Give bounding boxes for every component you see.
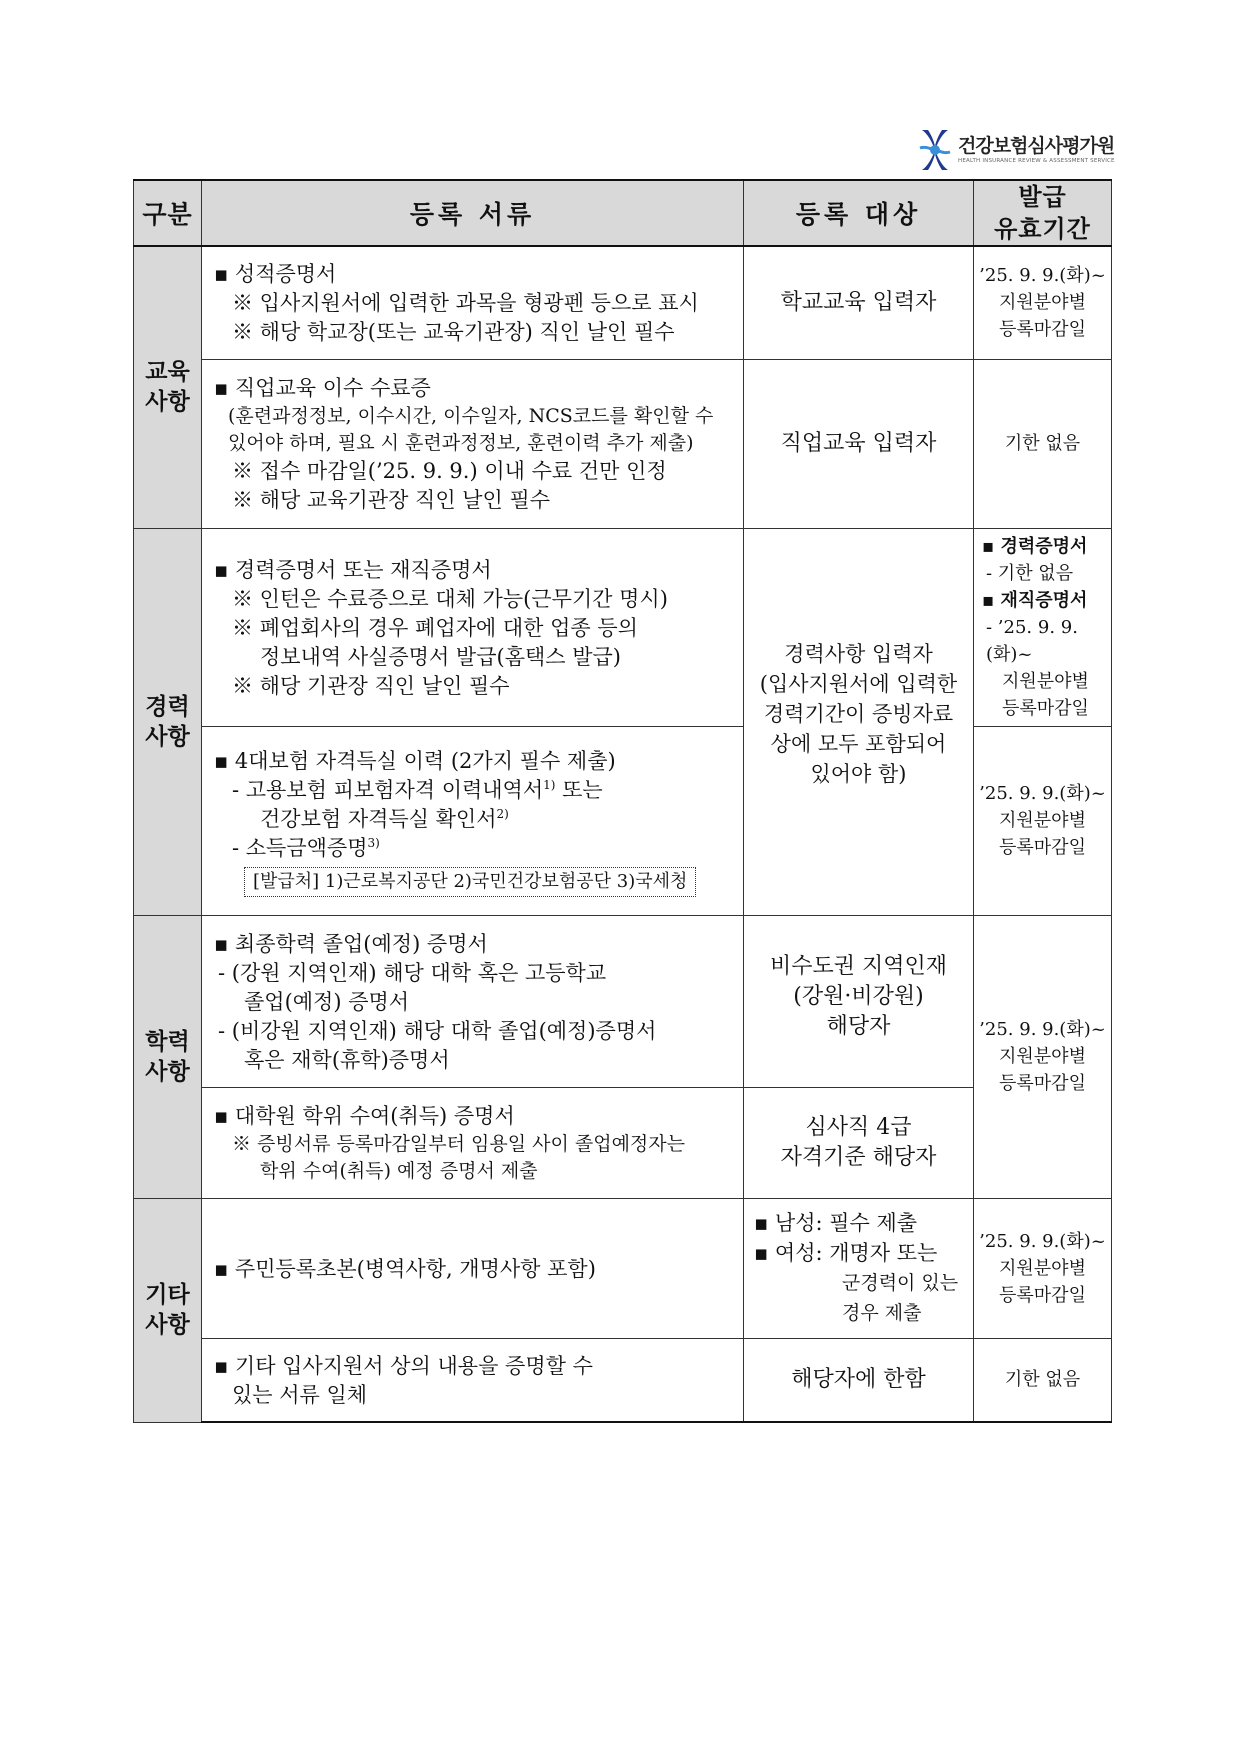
target-line: 경력사항 입력자: [784, 641, 933, 666]
target-cell: [744, 359, 974, 528]
target-line: 군경력이 있는: [842, 1272, 959, 1294]
doc-line: ▪ 직업교육 이수 수료증: [214, 376, 431, 400]
doc-line: ※ 해당 학교장(또는 교육기관장) 직인 날인 필수: [232, 320, 675, 345]
doc-line: ▪ 주민등록초본(병역사항, 개명사항 포함): [214, 1256, 596, 1281]
doc-line: [214, 834, 737, 863]
doc-text: - 소득금액증명: [232, 835, 368, 860]
doc-line: ▪ 기타 입사지원서 상의 내용을 증명할 수: [214, 1353, 593, 1378]
category-label: 경력 사항: [145, 693, 190, 750]
validity-line: 등록마감일: [999, 319, 1086, 341]
header-documents: 등록 서류: [202, 180, 744, 246]
target-text: 학교교육 입력자: [780, 289, 937, 315]
documents-cell: [202, 1338, 744, 1422]
doc-line: (훈련과정정보, 이수시간, 이수일자, NCS코드를 확인할 수: [228, 405, 714, 427]
doc-line: ※ 입사지원서에 입력한 과목을 형광펜 등으로 표시: [232, 291, 699, 316]
institution-logo: [918, 128, 1148, 172]
doc-text: 또는: [555, 777, 603, 802]
doc-line: ※ 폐업회사의 경우 폐업자에 대한 업종 등의: [232, 615, 638, 640]
target-line: 해당자: [826, 1013, 891, 1039]
target-line: 상에 모두 포함되어: [770, 731, 947, 756]
validity-line: ’25. 9. 9.(화)~: [979, 783, 1106, 804]
documents-cell: [202, 726, 744, 915]
doc-text: 건강보험 자격득실 확인서: [260, 806, 497, 831]
validity-line: 기한 없음: [1004, 433, 1081, 454]
category-other: [134, 1198, 202, 1422]
validity-line: 지원분야별: [999, 810, 1086, 831]
target-cell: [744, 1198, 974, 1338]
target-line: (강원·비강원): [793, 983, 924, 1009]
validity-cell: [974, 528, 1112, 726]
validity-cell: [974, 246, 1112, 359]
doc-line: 혹은 재학(휴학)증명서: [244, 1047, 450, 1072]
target-text: 해당자에 한함: [791, 1366, 926, 1392]
category-label: 기타 사항: [145, 1282, 190, 1338]
validity-cell: [974, 1338, 1112, 1422]
validity-cell: [974, 359, 1112, 528]
table-row: [134, 528, 1112, 726]
header-target: 등록 대상: [744, 180, 974, 246]
validity-line: 기한 없음: [1004, 1369, 1081, 1391]
doc-line: [214, 805, 737, 834]
validity-line: ▪ 경력증명서: [982, 535, 1088, 557]
validity-line: 등록마감일: [999, 1073, 1086, 1094]
doc-line: - (비강원 지역인재) 해당 대학 졸업(예정)증명서: [218, 1018, 657, 1043]
validity-cell: [974, 1198, 1112, 1338]
table-row: [134, 1338, 1112, 1422]
document-requirements-table: [133, 179, 1112, 1423]
doc-line: ▪ 성적증명서: [214, 262, 337, 287]
doc-line: ※ 인턴은 수료증으로 대체 가능(근무기간 명시): [232, 586, 668, 611]
category-career: [134, 528, 202, 915]
doc-line: 정보내역 사실증명서 발급(홈택스 발급): [260, 644, 621, 669]
documents-cell: [202, 359, 744, 528]
category-education: [134, 246, 202, 528]
table-row: [134, 359, 1112, 528]
target-line: ▪ 남성: 필수 제출: [754, 1211, 918, 1235]
doc-line: ※ 증빙서류 등록마감일부터 임용일 사이 졸업예정자는: [232, 1133, 685, 1155]
target-line: (입사지원서에 입력한: [759, 671, 958, 696]
validity-line: 등록마감일: [999, 1284, 1086, 1306]
doc-line: - (강원 지역인재) 해당 대학 혹은 고등학교: [218, 960, 607, 985]
documents-cell: [202, 915, 744, 1087]
target-cell: [744, 1338, 974, 1422]
table-row: [134, 1087, 1112, 1198]
category-academic: [134, 915, 202, 1198]
table-row: [134, 915, 1112, 1087]
target-line: 자격기준 해당자: [780, 1144, 937, 1170]
doc-line: ▪ 대학원 학위 수여(취득) 증명서: [214, 1104, 515, 1128]
target-line: 경력기간이 증빙자료: [763, 701, 954, 726]
target-cell: [744, 246, 974, 359]
validity-line: ’25. 9. 9.(화)~: [979, 1019, 1106, 1040]
documents-cell: [202, 246, 744, 359]
validity-cell: [974, 726, 1112, 915]
doc-line: 학위 수여(취득) 예정 증명서 제출: [260, 1160, 538, 1182]
header-category: 구분: [134, 180, 202, 246]
target-line: 있어야 함): [810, 761, 907, 786]
category-label: 교육 사항: [145, 359, 190, 416]
table-row: [134, 246, 1112, 359]
target-cell: [744, 915, 974, 1087]
table-header-row: [134, 180, 1112, 246]
validity-line: 지원분야별: [1002, 670, 1089, 692]
validity-line: 지원분야별: [999, 1046, 1086, 1067]
validity-line: ’25. 9. 9.(화)~: [979, 265, 1106, 287]
footnote-mark: 1): [543, 777, 556, 792]
category-label: 학력 사항: [145, 1028, 190, 1085]
doc-line: ※ 해당 교육기관장 직인 날인 필수: [232, 488, 551, 512]
target-text: 직업교육 입력자: [780, 430, 937, 456]
validity-line: - ’25. 9. 9.(화)~: [986, 616, 1078, 665]
doc-line: 있는 서류 일체: [232, 1382, 368, 1407]
validity-line: ’25. 9. 9.(화)~: [979, 1230, 1106, 1252]
doc-line: ※ 접수 마감일(’25. 9. 9.) 이내 수료 건만 인정: [232, 459, 667, 483]
target-line: 비수도권 지역인재: [769, 953, 947, 979]
doc-line: 있어야 하며, 필요 시 훈련과정정보, 훈련이력 추가 제출): [228, 432, 694, 454]
logo-name: 건강보험심사평가원: [958, 135, 1115, 157]
doc-line: ▪ 최종학력 졸업(예정) 증명서: [214, 931, 488, 956]
doc-line: ▪ 4대보험 자격득실 이력 (2가지 필수 제출): [214, 748, 616, 773]
target-cell: [744, 1087, 974, 1198]
validity-line: 등록마감일: [999, 837, 1086, 858]
target-line: 심사직 4급: [805, 1114, 912, 1140]
validity-line: - 기한 없음: [986, 562, 1074, 584]
doc-text: - 고용보험 피보험자격 이력내역서: [232, 777, 544, 802]
validity-cell: [974, 915, 1112, 1198]
header-validity-text: 발급 유효기간: [994, 183, 1091, 243]
target-line: ▪ 여성: 개명자 또는: [754, 1241, 938, 1265]
validity-line: 지원분야별: [999, 292, 1086, 314]
doc-line: ※ 해당 기관장 직인 날인 필수: [232, 673, 510, 698]
target-cell: [744, 528, 974, 915]
validity-line: ▪ 재직증명서: [982, 589, 1088, 611]
hira-logo-icon: [918, 128, 952, 172]
validity-line: 등록마감일: [1002, 697, 1089, 719]
issuer-note-box: [발급처] 1)근로복지공단 2)국민건강보험공단 3)국세청: [244, 867, 696, 897]
footnote-mark: 2): [496, 806, 509, 821]
doc-line: ▪ 경력증명서 또는 재직증명서: [214, 557, 492, 582]
validity-line: 지원분야별: [999, 1257, 1086, 1279]
footnote-mark: 3): [367, 835, 380, 850]
documents-cell: [202, 528, 744, 726]
documents-cell: [202, 1198, 744, 1338]
doc-line: [214, 776, 737, 805]
documents-cell: [202, 1087, 744, 1198]
doc-line: 졸업(예정) 증명서: [244, 989, 410, 1014]
target-line: 경우 제출: [842, 1302, 922, 1324]
header-validity: [974, 180, 1112, 246]
table-row: [134, 1198, 1112, 1338]
logo-subtitle: HEALTH INSURANCE REVIEW & ASSESSMENT SERVICE: [958, 158, 1115, 164]
